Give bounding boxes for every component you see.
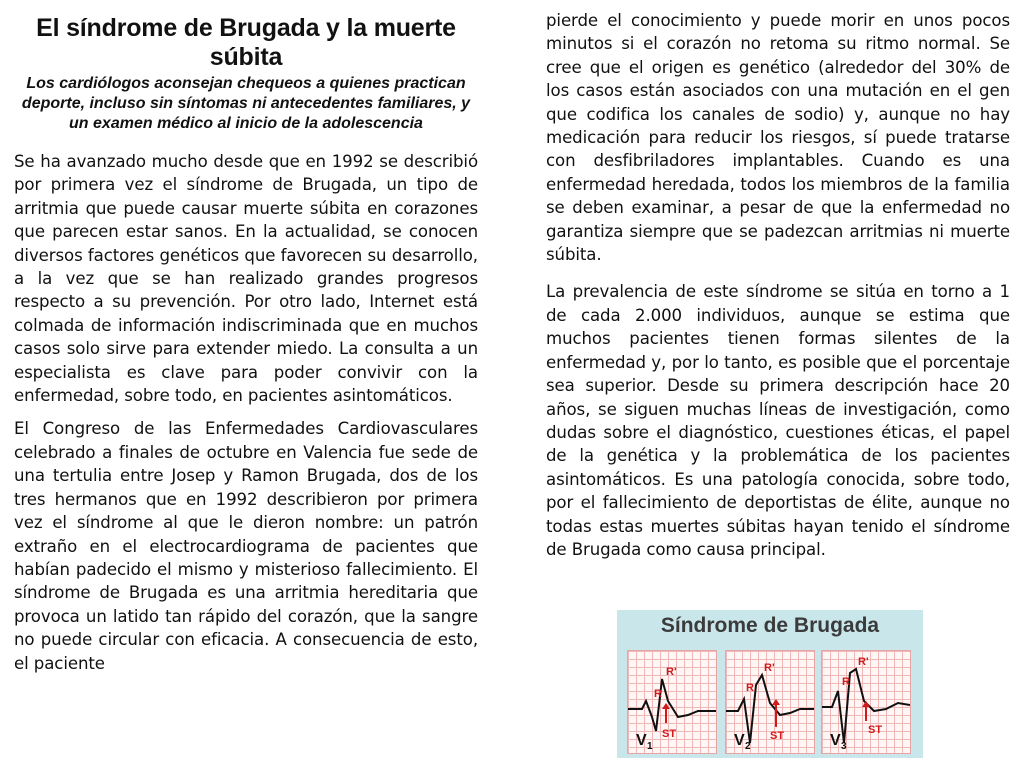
r-prime-label: R' <box>764 662 775 674</box>
ecg-figure <box>617 610 923 758</box>
left-column <box>14 0 478 675</box>
ecg-panel-v2 <box>725 650 815 754</box>
st-label: ST <box>868 724 883 736</box>
lead-index: 1 <box>647 741 653 752</box>
article-subtitle: Los cardiólogos aconsejan chequeos a quienes practican deporte, incluso sin síntomas ni antecedentes familiares, y un examen médico al inicio de la adolescencia <box>21 75 471 132</box>
r-prime-label: R' <box>858 656 869 668</box>
body-paragraph: La prevalencia de este síndrome se sitúa en torno a 1 de cada 2.000 individuos, aunque se estima que muchos pacientes tienen formas silentes de la enfermedad y, por lo tanto, es posible que el porcentaje sea superior. Desde su primera descripción hace 20 años, se siguen muchas líneas de investigación, como dudas sobre el diagnóstico, cuestiones éticas, el papel de la genética y la problemática de los pacientes asintomáticos. Es una patología conocida, sobre todo, por el fallecimiento de deportistas de élite, aunque no todas estas muertes súbitas hayan tenido el síndrome de Brugada como causa principal. <box>546 282 1010 559</box>
st-label: ST <box>662 728 677 740</box>
article-title: El síndrome de Brugada y la muerte súbita <box>36 14 456 71</box>
lead-index: 2 <box>745 741 751 752</box>
lead-label: V <box>830 732 841 749</box>
r-label: R <box>842 676 850 688</box>
r-label: R <box>746 682 754 694</box>
ecg-panel-v1 <box>627 650 717 754</box>
ecg-trace-v2 <box>726 651 814 753</box>
r-label: R <box>654 688 662 700</box>
figure-title: Síndrome de Brugada <box>660 614 880 637</box>
r-prime-label: R' <box>666 666 677 678</box>
body-paragraph: Se ha avanzado mucho desde que en 1992 se describió por primera vez el síndrome de Brugada, un tipo de arritmia que puede causar muerte súbita en corazones que parecen estar sanos. En la actualidad, se conocen diversos factores genéticos que favorecen su desarrollo, a la vez que se han realizado grandes progresos respecto a su prevención. Por otro lado, Internet está colmada de información indiscriminada que en muchos casos solo sirve para extender miedo. La consulta a un especialista es clave para poder convivir con la enfermedad, sobre todo, en pacientes asintomáticos. <box>14 152 478 406</box>
body-paragraph: El Congreso de las Enfermedades Cardiovasculares celebrado a finales de octubre en Valencia fue sede de una tertulia entre Josep y Ramon Brugada, dos de los tres hermanos que en 1992 describieron por primera vez el síndrome al que le dieron nombre: un patrón extraño en el electrocardiograma de pacientes que habían padecido el mismo y misterioso fallecimiento. El síndrome de Brugada es una arritmia hereditaria que provoca un latido tan rápido del corazón, que la sangre no puede circular con eficacia. A consecuencia de esto, el paciente <box>14 419 478 673</box>
body-paragraph: pierde el conocimiento y puede morir en unos pocos minutos si el corazón no retoma su ritmo normal. Se cree que el origen es genético (alrededor del 30% de los casos están asociados con una mutación en el gen que codifica los canales de sodio) y, aunque no hay medicación para reducir los riesgos, sí puede tratarse con desfibriladores implantables. Cuando es una enfermedad heredada, todos los miembros de la familia se deben examinar, a pesar de que la enfermedad no garantiza siempre que se padezcan arritmias ni muerte súbita. <box>546 11 1010 265</box>
lead-label: V <box>734 732 745 749</box>
st-label: ST <box>770 730 785 742</box>
lead-index: 3 <box>841 741 847 752</box>
lead-label: V <box>636 732 647 749</box>
ecg-trace-v1 <box>628 651 716 753</box>
right-column <box>546 0 1010 561</box>
ecg-trace-v3 <box>822 651 910 753</box>
ecg-panel-v3 <box>821 650 911 754</box>
